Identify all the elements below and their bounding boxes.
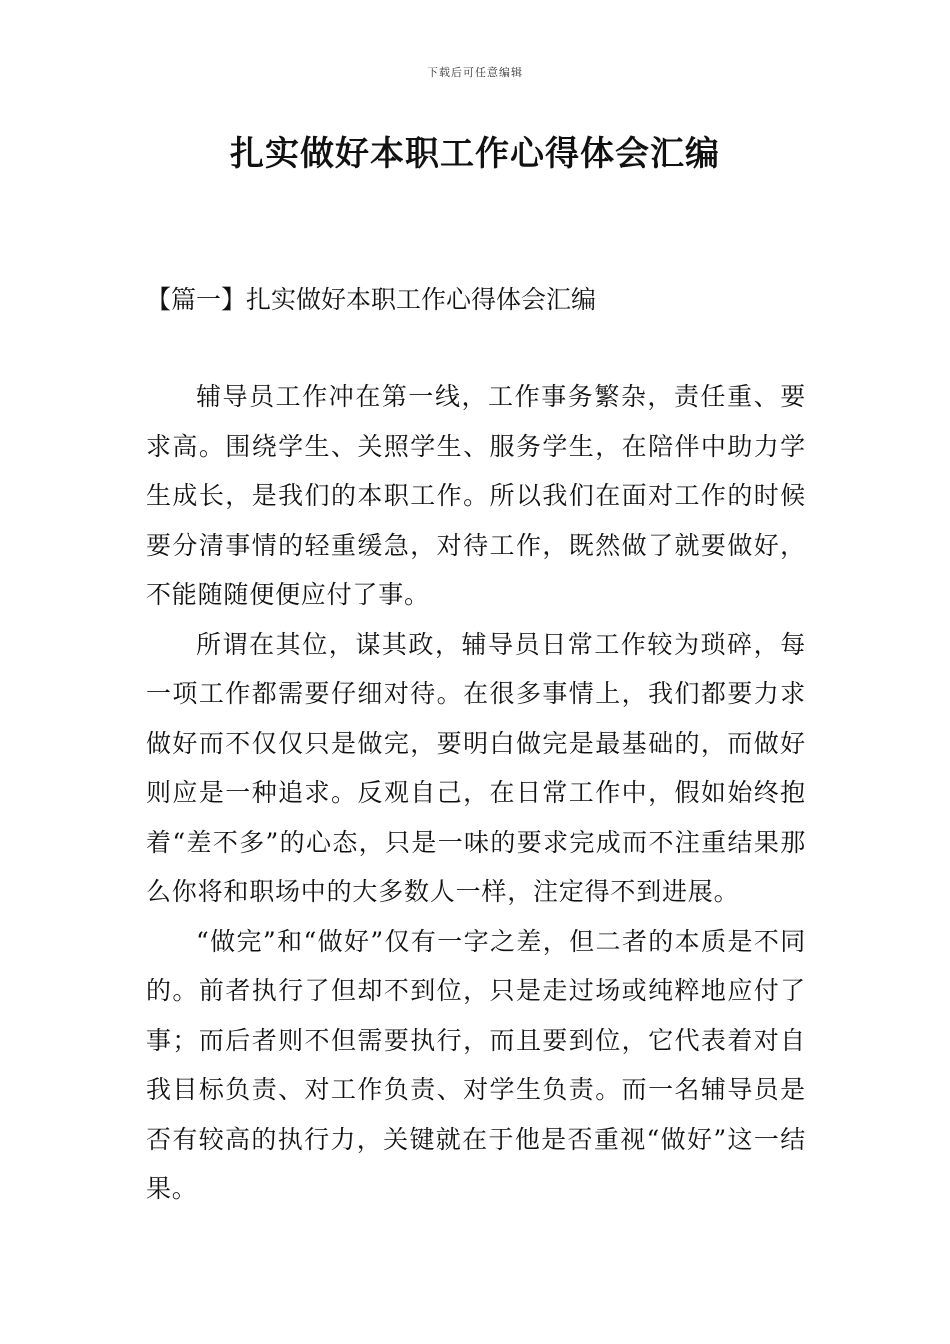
paragraph-3: “做完”和“做好”仅有一字之差，但二者的本质是不同的。前者执行了但却不到位，只是走过场或纯粹地应付了事；而后者则不但需要执行，而且要到位，它代表着对自我目标负责、对工作负责、对学生负责。而一名辅导员是否有较高的执行力，关键就在于他是否重视“做好”这一结果。: [146, 926, 806, 1203]
paragraph-2: 所谓在其位，谋其政，辅导员日常工作较为琐碎，每一项工作都需要仔细对待。在很多事情上，我们都要力求做好而不仅仅只是做完，要明白做完是最基础的，而做好则应是一种追求。反观自己，在日常工作中，假如始终抱着“差不多”的心态，只是一味的要求完成而不注重结果那么你将和职场中的大多数人一样，注定得不到进展。: [146, 629, 806, 906]
document-title: 扎实做好本职工作心得体会汇编: [230, 134, 720, 174]
section-heading: 【篇一】扎实做好本职工作心得体会汇编: [146, 285, 597, 314]
header-note: 下载后可任意编辑: [427, 66, 523, 79]
document-body: [146, 372, 806, 1214]
paragraph-1: 辅导员工作冲在第一线，工作事务繁杂，责任重、要求高。围绕学生、关照学生、服务学生，在陪伴中助力学生成长，是我们的本职工作。所以我们在面对工作的时候要分清事情的轻重缓急，对待工作，既然做了就要做好，不能随随便便应付了事。: [146, 382, 806, 609]
